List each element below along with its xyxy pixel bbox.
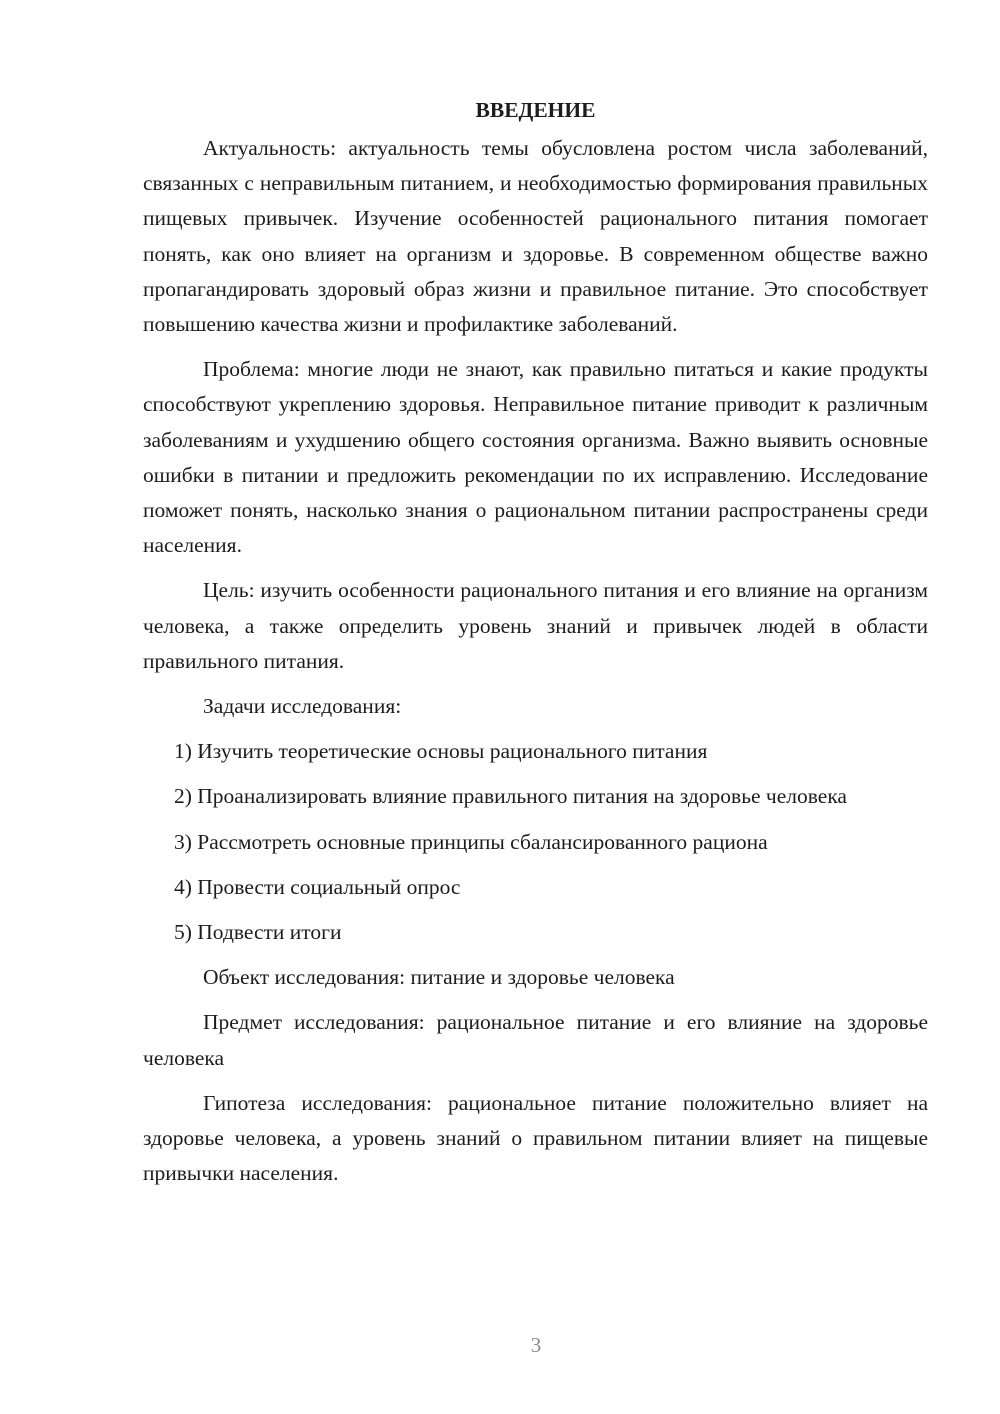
page-content [143,93,928,1201]
relevance-paragraph: Актуальность: актуальность темы обусловлена ростом числа заболеваний, связанных с неправильным питанием, и необходимостью формирования правильных пищевых привычек. Изучение особенностей рационального питания помогает понять, как оно влияет на организм и здоровье. В современном обществе важно пропагандировать здоровый образ жизни и правильное питание. Это способствует повышению качества жизни и профилактике заболеваний. [143,136,928,337]
task-item-4: 4) Провести социальный опрос [174,874,461,899]
subject-paragraph: Предмет исследования: рациональное питание и его влияние на здоровье человека [143,1010,928,1070]
task-item-5: 5) Подвести итоги [174,920,342,945]
task-item-3: 3) Рассмотреть основные принципы сбалансированного рациона [174,829,768,854]
page-number: 3 [530,1333,542,1357]
task-item-1: 1) Изучить теоретические основы рационального питания [174,739,708,764]
object-line: Объект исследования: питание и здоровье человека [203,965,675,990]
task-item-2: 2) Проанализировать влияние правильного питания на здоровье человека [174,784,847,809]
goal-paragraph: Цель: изучить особенности рационального питания и его влияние на организм человека, а также определить уровень знаний и привычек людей в области правильного питания. [143,578,928,673]
hypothesis-paragraph: Гипотеза исследования: рациональное питание положительно влияет на здоровье человека, а уровень знаний о правильном питании влияет на пищевые привычки населения. [143,1090,928,1186]
problem-paragraph: Проблема: многие люди не знают, как правильно питаться и какие продукты способствуют укреплению здоровья. Неправильное питание приводит к различным заболеваниям и ухудшению общего состояния организма. Важно выявить основные ошибки в питании и предложить рекомендации по их исправлению. Исследование поможет понять, насколько знания о рациональном питании распространены среди населения. [143,357,928,558]
tasks-heading: Задачи исследования: [203,694,402,719]
section-title: ВВЕДЕНИЕ [475,98,596,122]
